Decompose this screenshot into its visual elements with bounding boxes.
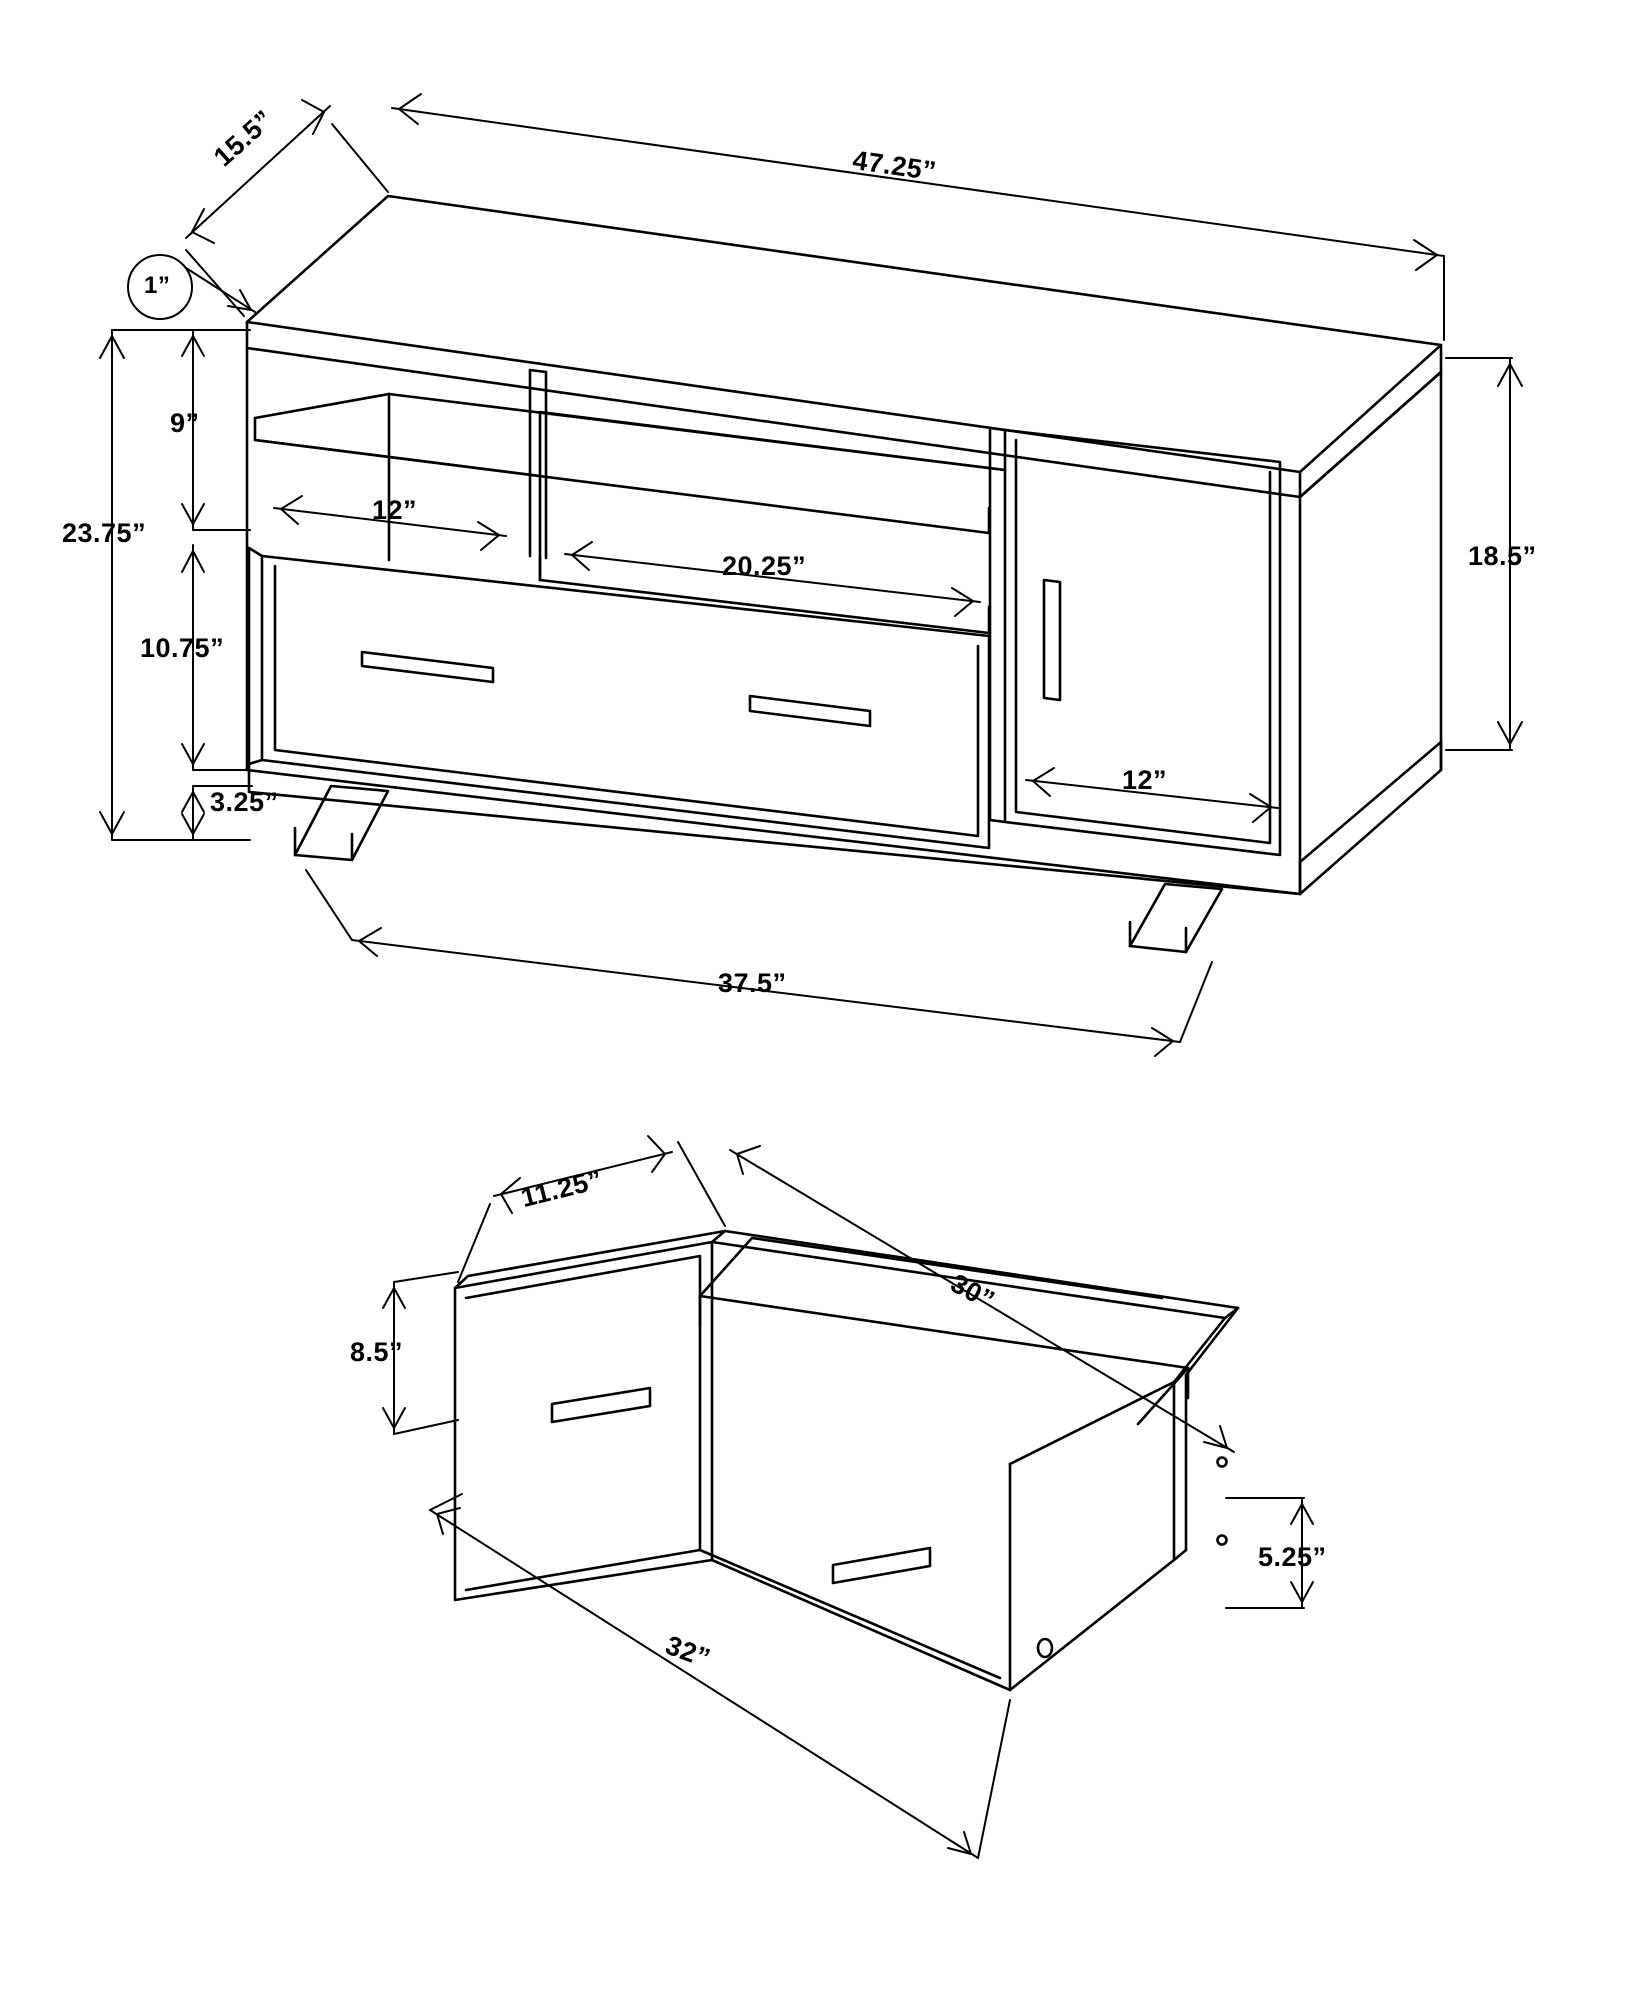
dim-overall-height: 23.75” xyxy=(62,518,147,548)
dim-door-width: 12” xyxy=(1122,765,1168,795)
dim-drawer-front-width: 32” xyxy=(661,1630,715,1674)
drawer-handle-front-lower xyxy=(833,1548,930,1583)
drawer-hole-front xyxy=(1038,1639,1052,1657)
dim-drawer-depth: 11.25” xyxy=(518,1164,606,1214)
dim-top-thickness: 1” xyxy=(144,272,171,299)
stand-interior-back xyxy=(389,394,1005,580)
dim-drawer-side-height: 5.25” xyxy=(1258,1542,1327,1572)
drawer-handle-front-upper xyxy=(552,1388,650,1422)
drawer-box xyxy=(455,1231,1238,1690)
dim-shelf-height: 9” xyxy=(170,408,200,438)
stand-base-plinth xyxy=(249,742,1441,894)
dim-center-shelf-width: 20.25” xyxy=(722,551,807,581)
dim-base-width: 37.5” xyxy=(718,968,787,998)
stand-leg-right xyxy=(1130,884,1222,952)
dim-left-shelf-width: 12” xyxy=(372,495,418,525)
dim-side-height: 18.5” xyxy=(1468,541,1537,571)
stand-top-surface xyxy=(247,196,1441,497)
drawer-hole-side-upper xyxy=(1218,1458,1227,1467)
dim-top-width: 47.25” xyxy=(850,145,939,187)
dim-top-depth: 15.5” xyxy=(208,104,280,173)
dim-drawer-interior-length: 30” xyxy=(945,1268,1000,1316)
stand-shelf xyxy=(255,394,989,633)
drawer-handle-upper xyxy=(362,652,493,682)
dim-drawer-zone-height: 10.75” xyxy=(140,633,225,663)
drawer-handle-lower xyxy=(750,696,870,726)
dim-drawer-front-height: 8.5” xyxy=(350,1337,404,1367)
drawer-hole-side-lower xyxy=(1218,1536,1227,1545)
stand-vertical-divider xyxy=(530,370,546,558)
dim-leg-height: 3.25” xyxy=(210,787,279,817)
stand-drawer-frame xyxy=(249,548,262,764)
cabinet-door-handle xyxy=(1044,580,1060,700)
stand-dimension-lines xyxy=(100,94,1522,1056)
stand-right-side-panel xyxy=(1300,372,1441,894)
